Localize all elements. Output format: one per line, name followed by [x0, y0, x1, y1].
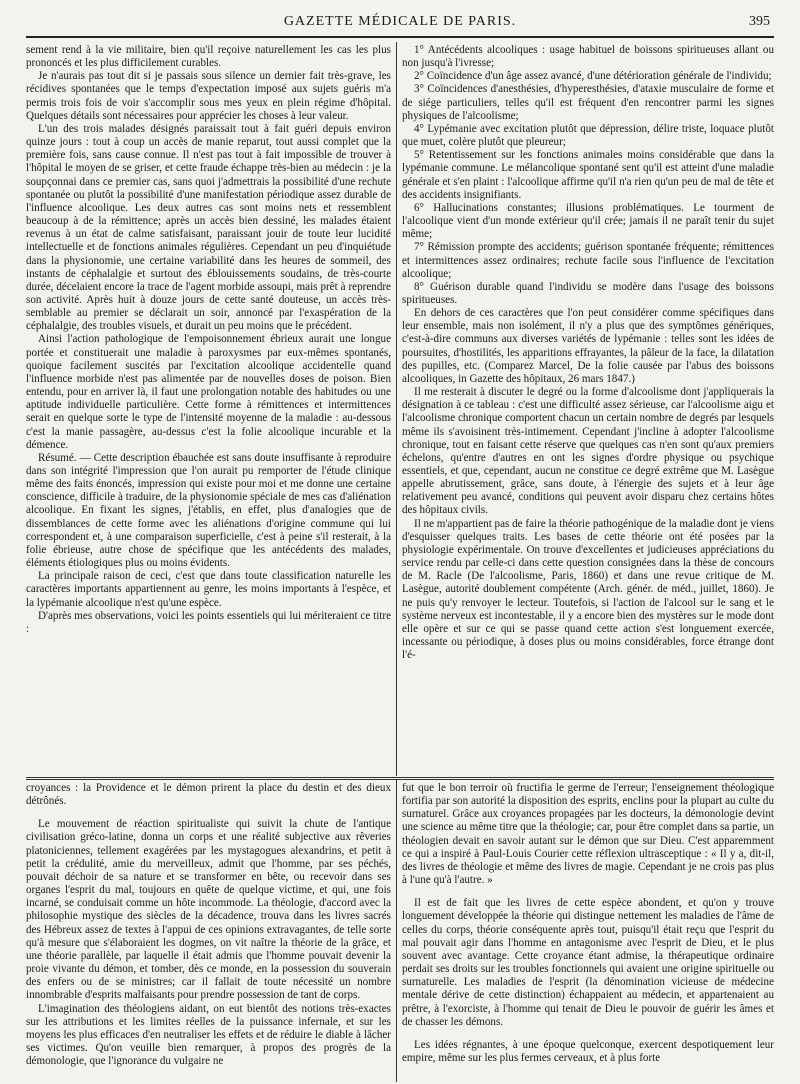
paragraph: fut que le bon terroir où fructifia le germe de l'erreur; l'enseignement théologique fortifia par son autorité la disposition des esprits, enclins pour la plupart au culte du surnaturel. Grâce aux croyances propagées par les docteurs, la démonologie devint une science au même titre que la théologie; car, pour être complet dans sa partie, un théologien devait en savoir autant sur le démon que sur Dieu. C'est apparemment ce qui a inspiré à Paul-Louis Courier cette réflexion ultrasceptique : « Il y a, dit-il, des livres de théologie et même des livres de magie. Cependant je ne crois pas plus à l'une qu'à l'autre. » [402, 782, 774, 887]
text-column-top-right [402, 44, 774, 776]
paragraph: Le mouvement de réaction spiritualiste qui suivit la chute de l'antique civilisation gréco-latine, donna un corps et une réalité subjective aux rêveries platoniciennes, tellement exagérées par les mystagogues alexandrins, et petit à petit la crédulité, amie du merveilleux, admit que l'homme, par ses péchés, pouvait déchoir de sa nature et se transformer en bête, ou recevoir dans ses organes l'esprit du mal, toujours en quête de quelque victime, et qui, une fois incarné, se conduisait comme un hôte incommode. La théologie, d'accord avec la philosophie mystique des siècles de la décadence, trouva dans les livres sacrés des Hébreux assez de textes à l'appui de ces opinions extravagantes, de telle sorte qu'à mesure que s'élaboraient les dogmes, on vit naître la théorie de la grâce, et une théorie parallèle, par laquelle il était admis que l'homme pouvait devenir la proie vivante du démon, et tomber, dès ce monde, en la possession du souverain des enfers ou de se ministres; car il fallait de toute nécessité un nombre innombrable d'esprits malfaisants pour prendre possession de tant de corps. [26, 818, 391, 1002]
column-divider-bottom [396, 780, 397, 1082]
list-item: 5° Retentissement sur les fonctions animales moins considérable que dans la lypémanie commune. Le mélancolique spontané sent qu'il est atteint d'une maladie générale et s'en plaint : l'alcoolique affirme qu'il n'a rien qu'un peu de mal de tête et des accidents insignifiants. [402, 149, 774, 201]
paragraph: L'un des trois malades désignés paraissait tout à fait guéri depuis environ quinze jours : tout à coup un accès de manie reparut, tout aussi complet que la première fois, sans cause connue. Il n'est pas tout à fait impossible de trouver à l'hôpital le moyen de se griser, et cette fraude échappe très-bien au médecin : je la soupçonnai dans ce premier cas, sans quoi j'admettrais la possibilité d'une rechute spontanée ou plutôt la possibilité d'une manifestation périodique assez durable de l'influence alcoolique. Les deux autres cas sont moins nets et ressemblent beaucoup à de la rémittence; après un accès bien dessiné, les malades étaient revenus à un état de calme satisfaisant, paraissant jouir de toute leur lucidité intellectuelle et de fonctions animales régulières. Cependant un peu d'inquiétude dans la physionomie, une certaine variabilité dans les heures de sommeil, des instants de céphalalgie et surtout des éblouissements soudains, de très-courte durée, décelaient encore la trace de l'agent morbide assoupi, mais prêt à reprendre son activité. Après huit à douze jours de cette santé douteuse, un accès très-semblable au premier se déclarait un soir, annoncé par l'exaspération de la céphalalgie, des troubles visuels, et durait un peu moins que le précédent. [26, 122, 391, 333]
paragraph: La principale raison de ceci, c'est que dans toute classification naturelle les caractères importants appartiennent au genre, les moins importants à l'espèce, et la lypémanie alcoolique n'est qu'une espèce. [26, 570, 391, 609]
list-item: 3° Coïncidences d'anesthésies, d'hyperesthésies, d'ataxie musculaire de forme et de siége particuliers, telles qu'il est fréquent d'en rencontrer parmi les signes physiques de l'alcoolisme; [402, 83, 774, 122]
paragraph: En dehors de ces caractères que l'on peut considérer comme spécifiques dans leur ensemble, mais non isolément, il n'y a plus que des symptômes génériques, c'est-à-dire communs aux diverses variétés de lypémanie : telles sont les idées de poursuites, d'hostilités, les apparitions effrayantes, la pâleur de la face, la dilatation des pupilles, etc. (Comparez Marcel, De la folie causée par l'abus des boissons alcooliques, in Gazette des hôpitaux, 26 mars 1847.) [402, 307, 774, 385]
section-divider-double [26, 779, 774, 780]
paragraph: Il me resterait à discuter le degré ou la forme d'alcoolisme dont j'appliquerais la désignation à ce tableau : c'est une difficulté assez sérieuse, car l'alcoolisme aigu et l'alcoolisme chronique comportent chacun un certain nombre de degrés par lesquels même ils s'avoisinent très-intimement. Cependant j'incline à adopter l'alcoolisme chronique, tout en faisant cette réserve que quelques cas n'en sont qu'aux premiers échelons, qu'entre d'autres en ont les signes d'ordre physique ou psychique essentiels, et que, cependant, aucun ne constitue ce degré extrême que M. Lasègue appelle abrutissement, grâce, sans doute, à l'énergie des sujets et à leur âge relativement peu avancé, conditions qui peuvent avoir disparu chez certains hôtes des hôpitaux civils. [402, 386, 774, 517]
list-item: 8° Guérison durable quand l'individu se modère dans l'usage des boissons spiritueuses. [402, 280, 774, 306]
paragraph-resume: Résumé. — Cette description ébauchée est sans doute insuffisante à reproduire dans son intégrité l'impression que l'on aurait pu remporter de l'étude clinique même des faits énoncés, impression qui existe pour moi et me donne une certaine conscience, difficile à traduire, de la physionomie spéciale de mes cas d'aliénation alcoolique. En fixant les signes, j'établis, en effet, plus d'analogies que de dissemblances de cette forme avec les aliénations d'origine commune qui lui correspondent et, à une comparaison superficielle, c'est à peine s'il resterait, à la folie ébrieuse, autre chose de spécifique que les antécédents des malades, éléments étiologiques plus ou moins évidents. [26, 451, 391, 570]
paragraph: Les idées régnantes, à une époque quelconque, exercent despotiquement leur empire, même sur les plus fermes cerveaux, et à plus forte [402, 1038, 774, 1064]
text-column-top-left [26, 44, 391, 776]
text-column-bottom-right [402, 782, 774, 1082]
page-header [26, 10, 774, 38]
list-item: 7° Rémission prompte des accidents; guérison spontanée fréquente; rémittences et intermittences assez ordinaires; rechute facile sous l'influence de l'excitation alcoolique; [402, 241, 774, 280]
paragraph: Il ne m'appartient pas de faire la théorie pathogénique de la maladie dont je viens d'esquisser quelques traits. Les bases de cette théorie ont été posées par la physiologie expérimentale. On trouve d'excellentes et judicieuses appréciations du service rendu par celle-ci dans cette question consignées dans la thèse de concours de M. Racle (De l'alcoolisme, Paris, 1860) et dans une revue critique de M. Lasègue, autorité doublement compétente (Arch. génér. de méd., juillet, 1860). Je ne puis qu'y renvoyer le lecteur. Toutefois, si l'action de l'alcool sur le sang et le système nerveux est incontestable, il y a encore bien des mystères sur le mode dont elle opère et sur ce qui se passe quand cette action s'est longuement exercée, incessante ou périodique, à doses plus ou moins considérables, force étrange dont l'é- [402, 517, 774, 662]
paragraph: sement rend à la vie militaire, bien qu'il reçoive naturellement les cas les plus prononcés et les plus difficilement curables. [26, 44, 391, 70]
list-item: 6° Hallucinations constantes; illusions problématiques. Le tourment de l'alcoolique vient d'un monde extérieur qu'il crée; jamais il ne paraît tenir du sujet même; [402, 201, 774, 241]
text-column-bottom-left [26, 782, 391, 1082]
section-divider [26, 777, 774, 778]
paragraph: D'après mes observations, voici les points essentiels qui lui mériteraient ce titre : [26, 609, 391, 635]
list-item: 2° Coïncidence d'un âge assez avancé, d'une détérioration générale de l'individu; [414, 70, 772, 83]
paragraph: Ainsi l'action pathologique de l'empoisonnement ébrieux aurait une longue portée et constituerait une maladie à paroxysmes par eux-mêmes spontanés, quoique facilement suscités par l'excitation alcoolique accidentelle quand l'influence morbide n'est pas alimentée par de nouvelles doses de poison. Bien entendu, pour en arriver là, il faut une prolongation notable des habitudes ou une aptitude individuelle particulière. Cette forme à rémittences et intermittences serait en quelque sorte le type de l'intensité moyenne de la maladie : au-dessous c'est la manie passagère, au-dessus c'est la folie alcoolique incurable et la démence. [26, 333, 391, 451]
paragraph: L'imagination des théologiens aidant, on eut bientôt des notions très-exactes sur les attributions et les limites réelles de la puissance infernale, et sur les moyens les plus efficaces d'en neutraliser les effets et de réduire le diable à lâcher ses victimes. Qu'on veuille bien remarquer, à propos des progrès de la démonologie, que l'ignorance du vulgaire ne [26, 1002, 391, 1068]
paragraph: Je n'aurais pas tout dit si je passais sous silence un dernier fait très-grave, les récidives spontanées que le temps d'expectation imposé aux sujets guéris m'a permis trois fois de voir s'accomplir sous mes yeux en plein régime d'hôpital. Quelques détails sont nécessaires pour apprécier les choses à leur valeur. [26, 70, 391, 122]
list-item: 1° Antécédents alcooliques : usage habituel de boissons spiritueuses allant ou non jusqu'à l'ivresse; [402, 44, 774, 70]
page-number: 395 [749, 14, 770, 29]
list-item: 4° Lypémanie avec excitation plutôt que dépression, délire triste, loquace plutôt que muet, colère plutôt que pleureur; [402, 122, 774, 149]
paragraph: croyances : la Providence et le démon prirent la place du destin et des dieux détrônés. [26, 782, 391, 808]
paragraph: Il est de fait que les livres de cette espèce abondent, et qu'on y trouve longuement développée la théorie qui distingue nettement les maladies de l'âme de celles du corps, théorie conséquente après tout, puisqu'il était reçu que l'esprit du mal pouvait agir dans l'homme en antagonisme avec l'esprit de Dieu, et le plus souvent avec avantage. Cette croyance étant admise, la thérapeutique ordinaire perdait ses droits sur les troubles fonctionnels qui avaient une origine spirituelle ou surnaturelle. Les maladies de l'esprit (la dénomination vicieuse de médecine mentale dérive de cette distinction) échappaient au médecin, et appartenaient au prêtre, à l'exorciste, à l'homme qui tenait de Dieu le pouvoir de guérir les âmes et de chasser les démons. [402, 897, 774, 1028]
column-divider-top [396, 42, 397, 776]
journal-title: GAZETTE MÉDICALE DE PARIS. [283, 14, 517, 29]
